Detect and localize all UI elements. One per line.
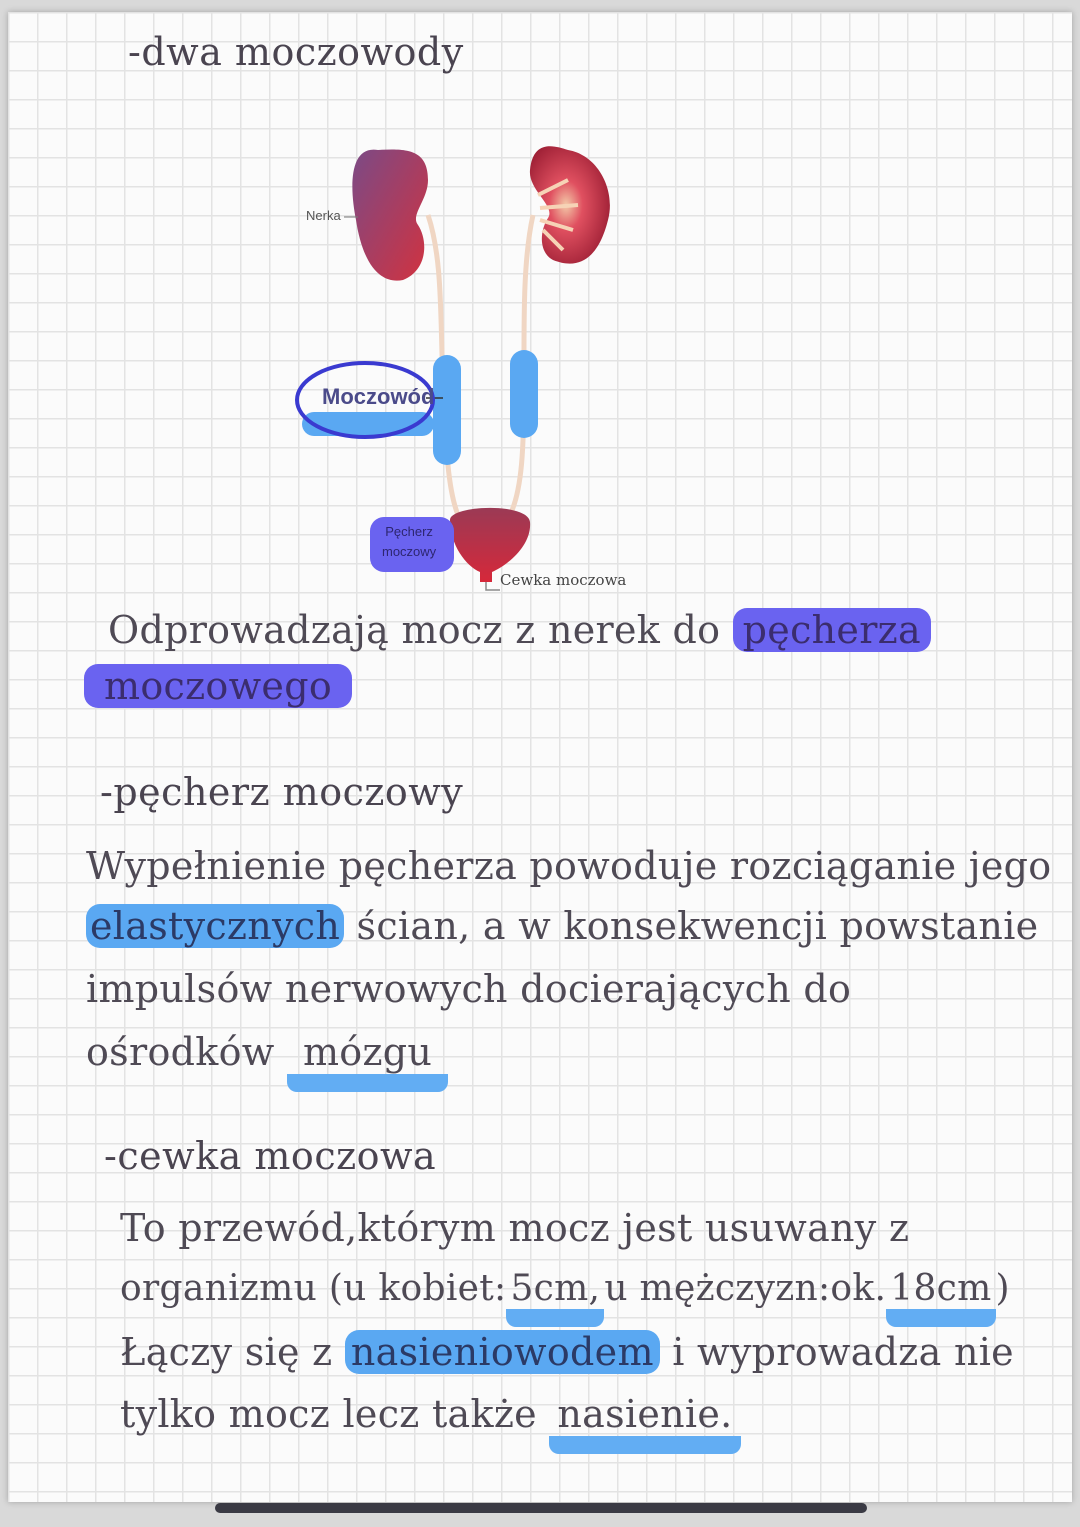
- heading-bladder: -pęcherz moczowy: [100, 770, 464, 814]
- urethra-text-line2: organizmu (u kobiet: 5cm, u mężczyzn:ok. 18cm ): [120, 1268, 1010, 1309]
- kidney-label: Nerka: [306, 208, 341, 223]
- bladder-text-line3: impulsów nerwowych docierających do: [86, 967, 852, 1011]
- urinary-diagram-graphic: [278, 120, 638, 600]
- heading-dash: -: [100, 770, 114, 814]
- highlight-nasieniowodem: nasieniowodem: [345, 1330, 660, 1374]
- ureters-text-line1: Odprowadzają mocz z nerek do pęcherza: [108, 608, 931, 652]
- bladder-label: [382, 522, 436, 562]
- ureter-label: Moczowód: [322, 384, 435, 409]
- home-indicator-bar[interactable]: [215, 1503, 867, 1513]
- highlight-elastycznych: elastycznych: [86, 904, 344, 948]
- urethra-label: Cewka moczowa: [500, 571, 627, 589]
- heading-dash: -: [104, 1134, 118, 1178]
- heading-dash: -: [128, 30, 142, 74]
- urethra-line: [486, 582, 500, 590]
- highlight-5cm: 5cm,: [506, 1268, 604, 1327]
- bladder-text-line1: Wypełnienie pęcherza powoduje rozciąganie jego: [86, 844, 1052, 888]
- ureters-text-line2: [84, 664, 352, 708]
- notebook-page: [8, 12, 1072, 1502]
- bladder-label-line1: Pęcherz: [385, 524, 433, 539]
- highlight-moczowego: moczowego: [84, 664, 352, 708]
- bladder-text-line2: elastycznych ścian, a w konsekwencji powstanie: [86, 904, 1038, 948]
- heading-urethra: -cewka moczowa: [104, 1134, 437, 1178]
- highlight-nasienie: nasienie.: [549, 1392, 740, 1454]
- highlight-pecherza: pęcherza: [733, 608, 931, 652]
- urinary-system-diagram: [278, 120, 638, 600]
- heading-ureters: -dwa moczowody: [128, 30, 464, 74]
- right-ureter-highlight: [510, 350, 538, 438]
- bladder-label-line2: moczowy: [382, 544, 437, 559]
- urethra-text-line3: Łączy się z nasieniowodem i wyprowadza nie: [120, 1330, 1014, 1374]
- left-ureter-highlight: [433, 355, 461, 465]
- highlight-mozgu: mózgu: [287, 1030, 448, 1092]
- highlight-18cm: 18cm: [886, 1268, 995, 1327]
- bladder-text-line4: ośrodków mózgu: [86, 1030, 448, 1074]
- left-kidney-shape: [352, 149, 428, 280]
- urethra-text-line1: To przewód,którym mocz jest usuwany z: [120, 1206, 910, 1250]
- urethra-text-line4: tylko mocz lecz także nasienie.: [120, 1392, 741, 1436]
